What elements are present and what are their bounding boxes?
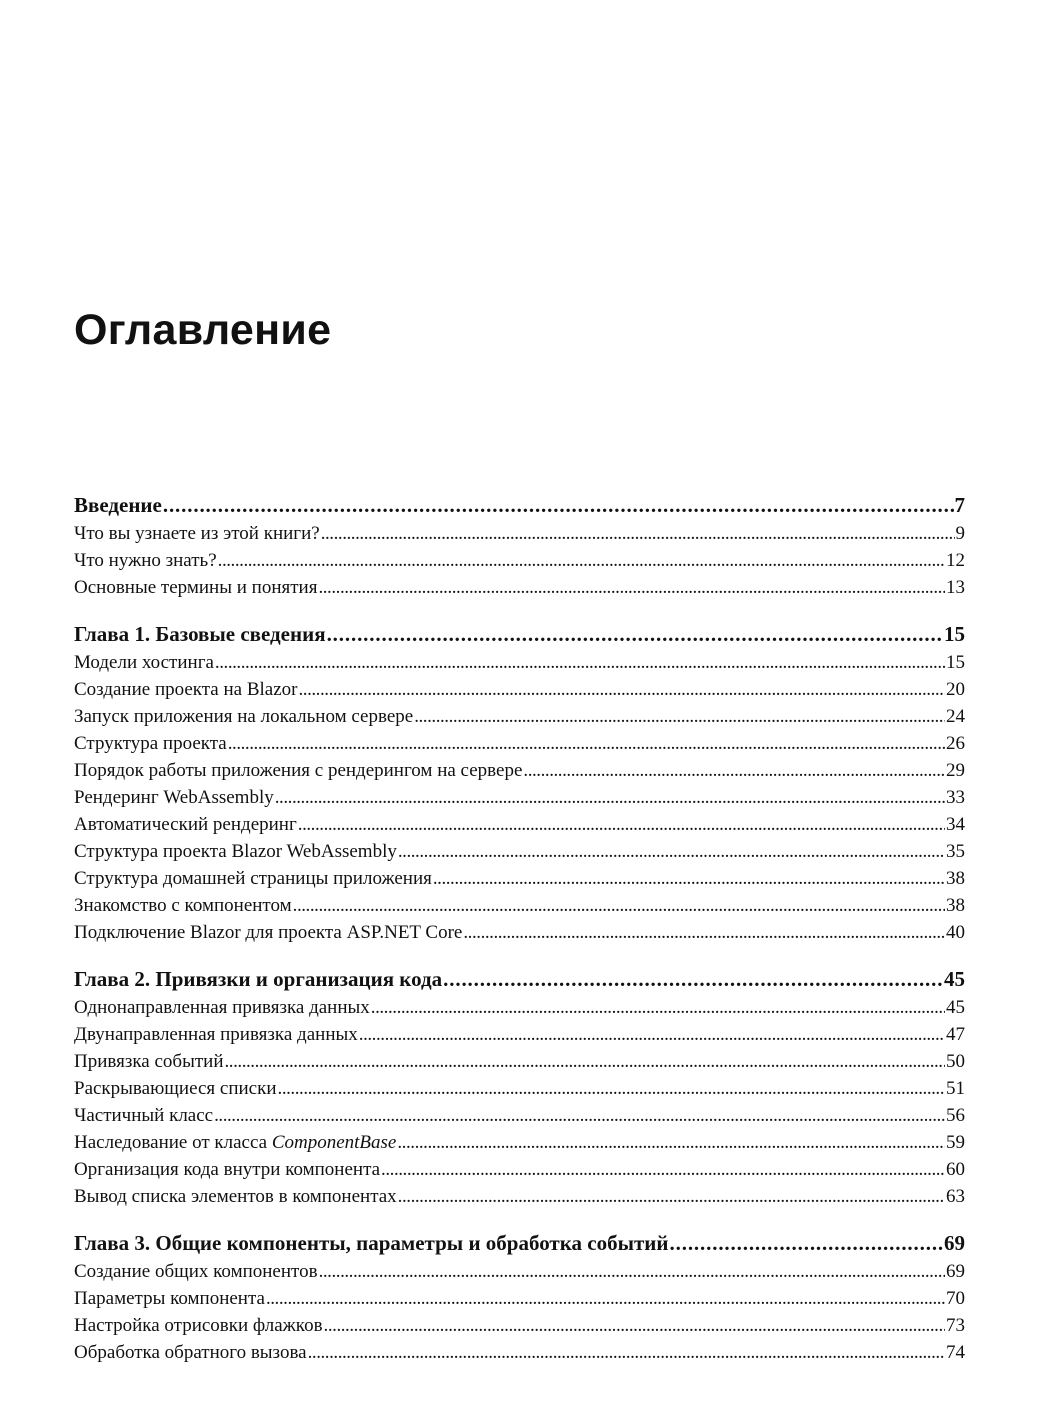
toc-page-number: 70: [946, 1288, 965, 1309]
toc-entry-title: Раскрывающиеся списки: [74, 1078, 277, 1099]
toc-entry-title: Создание проекта на Blazor: [74, 679, 298, 700]
toc-section: [74, 490, 965, 601]
toc-entry[interactable]: [74, 1129, 965, 1156]
toc-entry[interactable]: [74, 757, 965, 784]
toc-entry-title: Структура проекта Blazor WebAssembly: [74, 841, 397, 862]
toc-entry[interactable]: [74, 649, 965, 676]
toc-entry[interactable]: [74, 1183, 965, 1210]
toc-entry[interactable]: [74, 1339, 965, 1366]
page-title: Оглавление: [74, 306, 332, 354]
toc-entry-title: Настройка отрисовки флажков: [74, 1315, 323, 1336]
toc-entry[interactable]: [74, 1285, 965, 1312]
toc-page-number: 47: [946, 1024, 965, 1045]
toc-page-number: 24: [946, 706, 965, 727]
dot-leader: [293, 892, 945, 919]
toc-chapter-heading[interactable]: [74, 964, 965, 994]
toc-page-number: 12: [946, 550, 965, 571]
toc-page-number: 33: [946, 787, 965, 808]
toc-chapter-heading[interactable]: [74, 1228, 965, 1258]
toc-page-number: 45: [946, 997, 965, 1018]
toc-entry[interactable]: [74, 865, 965, 892]
toc-page-number: 7: [954, 493, 965, 517]
toc-entry-title: Что вы узнаете из этой книги?: [74, 523, 320, 544]
toc-chapter-title: Глава 2. Привязки и организация кода: [74, 967, 443, 991]
toc-page-number: 63: [946, 1186, 965, 1207]
dot-leader: [278, 1075, 945, 1102]
dot-leader: [215, 649, 945, 676]
table-of-contents: [74, 490, 965, 1384]
toc-entry-title: Параметры компонента: [74, 1288, 265, 1309]
toc-entry[interactable]: [74, 811, 965, 838]
toc-entry-title: Основные термины и понятия: [74, 577, 318, 598]
toc-page-number: 20: [946, 679, 965, 700]
toc-section: [74, 964, 965, 1210]
toc-entry[interactable]: [74, 892, 965, 919]
toc-page-number: 15: [946, 652, 965, 673]
toc-chapter-heading[interactable]: [74, 490, 965, 520]
dot-leader: [321, 520, 955, 547]
toc-entry-title: Привязка событий: [74, 1051, 224, 1072]
toc-page-number: 59: [946, 1132, 965, 1153]
toc-entry-title: Обработка обратного вызова: [74, 1342, 307, 1363]
toc-page-number: 35: [946, 841, 965, 862]
dot-leader: [359, 1021, 945, 1048]
toc-entry[interactable]: [74, 919, 965, 946]
toc-entry[interactable]: [74, 994, 965, 1021]
toc-page-number: 9: [955, 523, 965, 544]
dot-leader: [523, 757, 945, 784]
toc-page-number: 38: [946, 895, 965, 916]
toc-page-number: 26: [946, 733, 965, 754]
dot-leader: [214, 1102, 945, 1129]
dot-leader: [266, 1285, 945, 1312]
toc-entry[interactable]: [74, 1102, 965, 1129]
toc-entry[interactable]: [74, 1258, 965, 1285]
toc-page-number: 69: [946, 1261, 965, 1282]
toc-entry[interactable]: [74, 1156, 965, 1183]
toc-entry-title: Подключение Blazor для проекта ASP.NET Core: [74, 922, 463, 943]
toc-entry[interactable]: [74, 1048, 965, 1075]
toc-page-number: 74: [946, 1342, 965, 1363]
toc-entry[interactable]: [74, 574, 965, 601]
toc-entry[interactable]: [74, 1075, 965, 1102]
toc-entry[interactable]: [74, 547, 965, 574]
dot-leader: [163, 490, 954, 520]
toc-page-number: 29: [946, 760, 965, 781]
toc-chapter-heading[interactable]: [74, 619, 965, 649]
toc-page-number: 34: [946, 814, 965, 835]
dot-leader: [318, 574, 945, 601]
dot-leader: [670, 1228, 943, 1258]
toc-page-number: 15: [944, 622, 965, 646]
toc-entry-title: Создание общих компонентов: [74, 1261, 318, 1282]
toc-page-number: 60: [946, 1159, 965, 1180]
dot-leader: [371, 994, 945, 1021]
toc-chapter-title: Глава 3. Общие компоненты, параметры и обработка событий: [74, 1231, 669, 1255]
dot-leader: [228, 730, 945, 757]
toc-entry-title: Вывод списка элементов в компонентах: [74, 1186, 397, 1207]
toc-page-number: 73: [946, 1315, 965, 1336]
toc-entry-title: Структура домашней страницы приложения: [74, 868, 432, 889]
toc-page-number: 51: [946, 1078, 965, 1099]
toc-entry-title: Организация кода внутри компонента: [74, 1159, 381, 1180]
toc-entry-title: Однонаправленная привязка данных: [74, 997, 370, 1018]
toc-entry-title: Что нужно знать?: [74, 550, 217, 571]
dot-leader: [433, 865, 945, 892]
toc-page-number: 69: [944, 1231, 965, 1255]
toc-entry-title: Двунаправленная привязка данных: [74, 1024, 358, 1045]
toc-entry[interactable]: [74, 1021, 965, 1048]
dot-leader: [443, 964, 943, 994]
dot-leader: [398, 838, 945, 865]
toc-entry-title: Структура проекта: [74, 733, 227, 754]
toc-entry[interactable]: [74, 784, 965, 811]
toc-page-number: 56: [946, 1105, 965, 1126]
dot-leader: [324, 1312, 945, 1339]
toc-page-number: 38: [946, 868, 965, 889]
dot-leader: [225, 1048, 946, 1075]
toc-entry[interactable]: [74, 520, 965, 547]
toc-entry-title: Запуск приложения на локальном сервере: [74, 706, 414, 727]
dot-leader: [275, 784, 945, 811]
toc-entry[interactable]: [74, 676, 965, 703]
dot-leader: [298, 811, 945, 838]
toc-chapter-title: Глава 1. Базовые сведения: [74, 622, 326, 646]
toc-entry-title: Модели хостинга: [74, 652, 214, 673]
toc-entry-title: Автоматический рендеринг: [74, 814, 297, 835]
dot-leader: [397, 1129, 945, 1156]
toc-entry-title: Частичный класс: [74, 1105, 214, 1126]
dot-leader: [463, 919, 945, 946]
dot-leader: [398, 1183, 945, 1210]
dot-leader: [381, 1156, 945, 1183]
toc-chapter-title: Введение: [74, 493, 162, 517]
toc-entry-title: Знакомство с компонентом: [74, 895, 292, 916]
toc-page-number: 40: [946, 922, 965, 943]
dot-leader: [298, 676, 945, 703]
toc-entry[interactable]: [74, 1312, 965, 1339]
toc-entry-title-italic: ComponentBase: [271, 1132, 397, 1153]
dot-leader: [308, 1339, 945, 1366]
toc-page-number: 50: [946, 1051, 965, 1072]
dot-leader: [319, 1258, 945, 1285]
toc-entry-title: Порядок работы приложения с рендерингом на сервере: [74, 760, 523, 781]
toc-section: [74, 1228, 965, 1366]
dot-leader: [414, 703, 945, 730]
dot-leader: [327, 619, 943, 649]
toc-page-number: 13: [946, 577, 965, 598]
toc-entry-title: Рендеринг WebAssembly: [74, 787, 274, 808]
toc-section: [74, 619, 965, 946]
toc-entry[interactable]: [74, 703, 965, 730]
toc-page-number: 45: [944, 967, 965, 991]
toc-entry[interactable]: [74, 730, 965, 757]
toc-entry[interactable]: [74, 838, 965, 865]
toc-entry-title: Наследование от класса ComponentBase: [74, 1132, 397, 1153]
dot-leader: [218, 547, 945, 574]
